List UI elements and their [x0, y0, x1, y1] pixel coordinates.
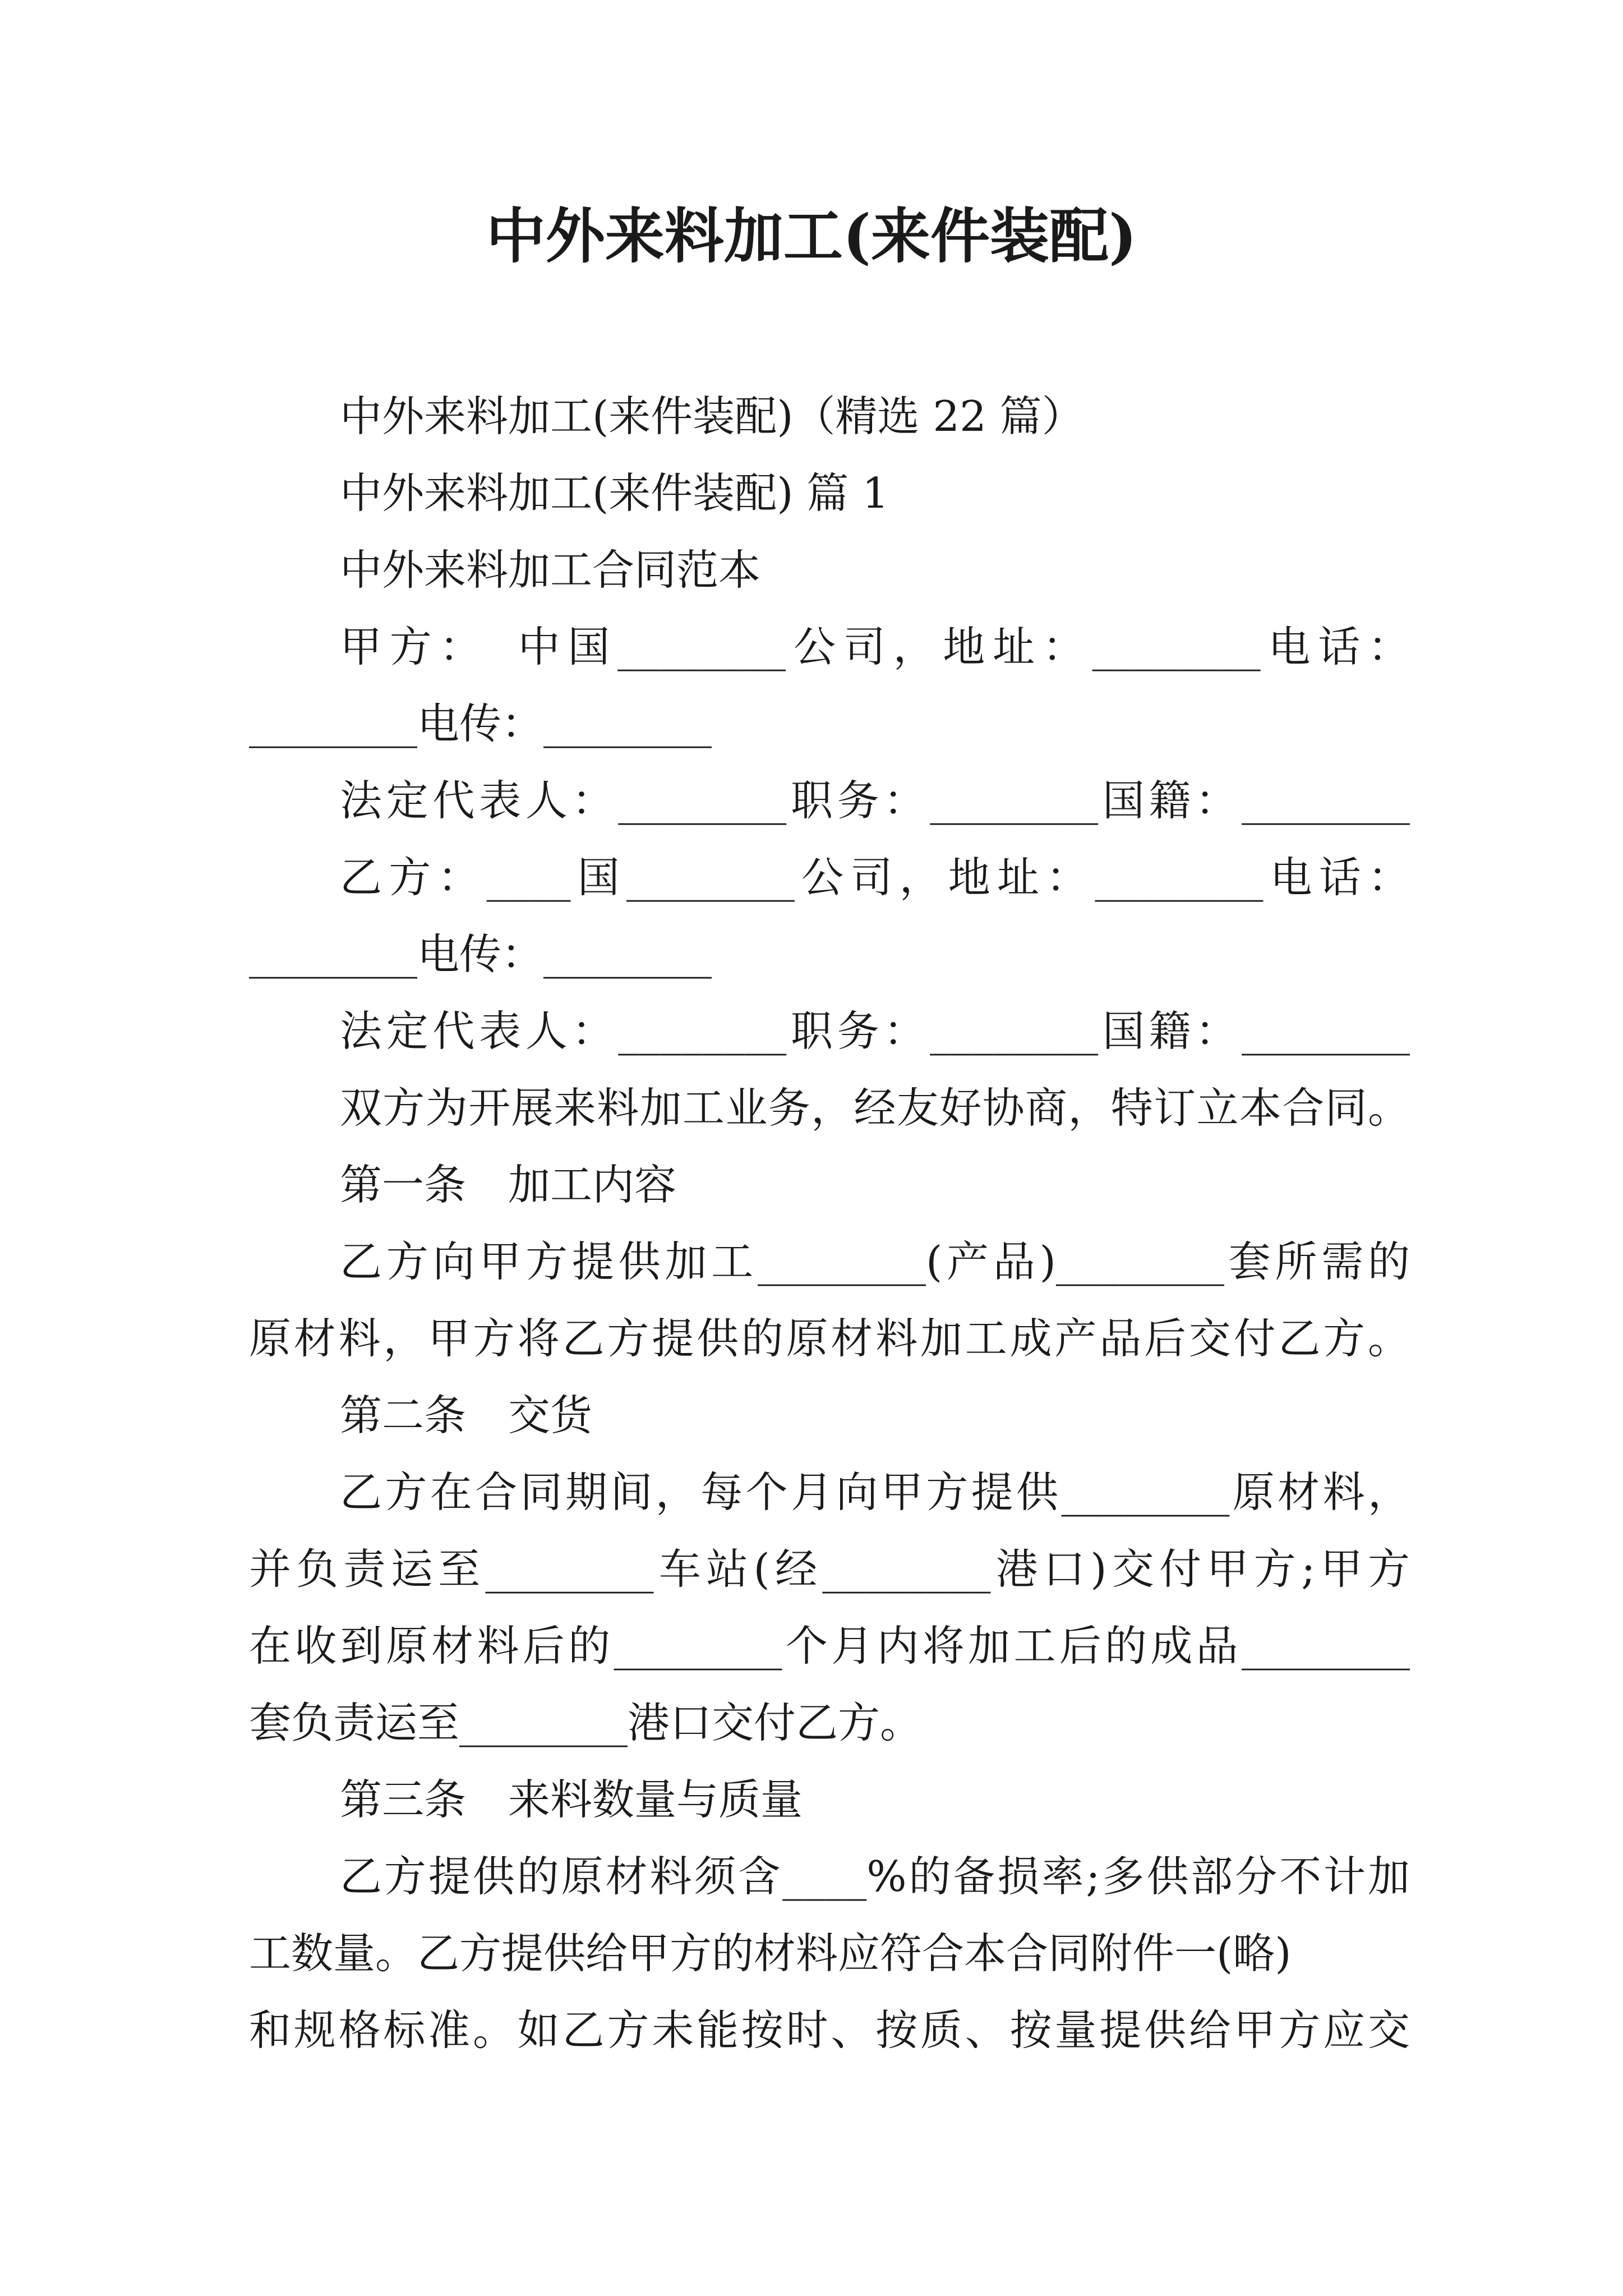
text-line: 甲方： 中国________公司，地址：________电话： — [340, 622, 1410, 671]
text-line: 在收到原材料后的________个月内将加工后的成品________ — [249, 1621, 1410, 1671]
article-heading — [249, 455, 1410, 532]
document-title: 中外来料加工(来件装配) — [486, 201, 1137, 271]
text-line: 和规格标准。如乙方未能按时、按质、按量提供给甲方应交 — [249, 2005, 1410, 2055]
preamble — [249, 1070, 1410, 1147]
party-a-representative — [249, 762, 1410, 839]
clause-3-body — [249, 1838, 1410, 2069]
clause-1-body — [249, 1223, 1410, 1377]
text-line: 法定代表人：________职务：________国籍：________ — [340, 1006, 1410, 1056]
text-line: ________电传：________ — [249, 930, 712, 979]
text-line: 法定代表人：________职务：________国籍：________ — [340, 776, 1410, 825]
text-line: 乙方向甲方提供加工________(产品)________套所需的 — [340, 1237, 1410, 1286]
party-b-info — [249, 839, 1410, 993]
clause-2-heading — [249, 1377, 1410, 1454]
text-line: 双方为开展来料加工业务，经友好协商，特订立本合同。 — [340, 1083, 1410, 1133]
text-line: 乙方在合同期间，每个月向甲方提供________原材料， — [340, 1467, 1410, 1517]
document-body — [249, 378, 1410, 2069]
clause-3-heading — [249, 1761, 1410, 1838]
collection-heading — [249, 378, 1410, 455]
text-line: 第三条 来料数量与质量 — [340, 1775, 803, 1824]
text-line: 工数量。乙方提供给甲方的材料应符合本合同附件一(略) — [249, 1929, 1292, 1978]
text-line: 中外来料加工合同范本 — [340, 545, 761, 595]
text-line: 中外来料加工(来件装配)（精选 22 篇） — [340, 392, 1084, 441]
clause-2-body — [249, 1454, 1410, 1761]
text-line: 乙方提供的原材料须含____%的备损率;多供部分不计加 — [340, 1852, 1410, 1901]
text-line: 原材料，甲方将乙方提供的原材料加工成产品后交付乙方。 — [249, 1314, 1410, 1363]
party-a-info — [249, 609, 1410, 762]
clause-1-heading — [249, 1147, 1410, 1223]
text-line: 第一条 加工内容 — [340, 1160, 677, 1209]
text-line: 并负责运至________车站(经________港口)交付甲方;甲方 — [249, 1544, 1410, 1594]
text-line: 第二条 交货 — [340, 1391, 593, 1440]
text-line: 乙方：____国________公司，地址：________电话： — [340, 853, 1410, 902]
text-line: 中外来料加工(来件装配) 篇 1 — [340, 468, 889, 518]
text-line: 套负责运至________港口交付乙方。 — [249, 1698, 923, 1747]
contract-title — [249, 532, 1410, 609]
text-line: ________电传：________ — [249, 699, 712, 748]
party-b-representative — [249, 993, 1410, 1070]
